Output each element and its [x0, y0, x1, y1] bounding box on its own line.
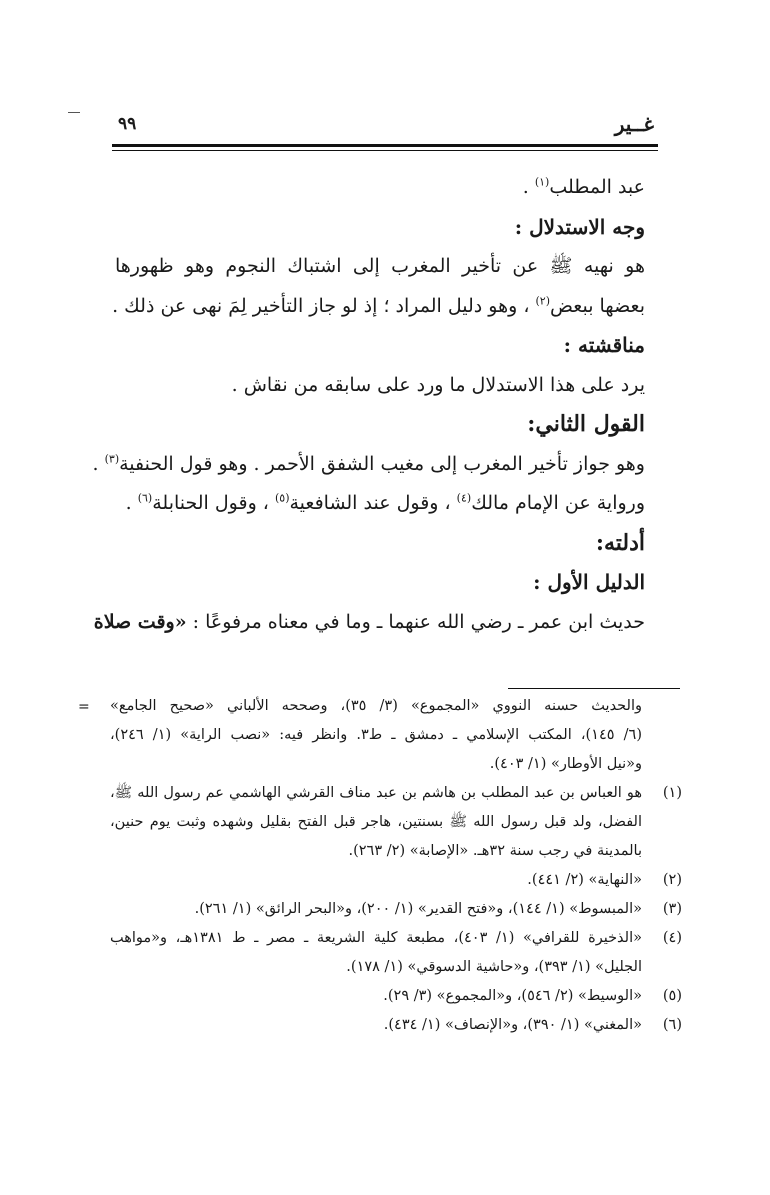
text-line-5: وهو جواز تأخير المغرب إلى مغيب الشفق الأحمر . وهو قول الحنفية$^{(٣)}$ . [92, 452, 645, 475]
footnote-line: بالمدينة في رجب سنة ٣٢هـ. «الإصابة» (٢/ ٢٦٣). [348, 843, 642, 859]
footnote-ref-3: (٣) [104, 452, 120, 466]
section-heading-first-evidence: الدليل الأول : [533, 570, 645, 594]
main-text [92, 168, 645, 642]
footnote-number: (٦) [662, 1017, 682, 1033]
text-line-3: بعضها ببعض$^{(٢)}$ ، وهو دليل المراد ؛ إذ لو جاز التأخير لِمَ نهى عن ذلك . [112, 294, 645, 317]
footnote-1 [110, 779, 682, 866]
footnote-number: (٤) [662, 930, 682, 946]
footnote-number: (٢) [662, 872, 682, 888]
footnotes [110, 692, 682, 1040]
footnote-3 [110, 895, 682, 924]
footnote-rule [508, 688, 680, 689]
footnote-line: والحديث حسنه النووي «المجموع» (٣/ ٣٥)، وصححه الألباني «صحيح الجامع» [110, 698, 642, 714]
text-line-2: هو نهيه ﷺ عن تأخير المغرب إلى اشتباك النجوم وهو ظهورها [115, 255, 645, 277]
footnote-line: و«نيل الأوطار» (١/ ٤٠٣). [489, 756, 642, 772]
footnote-continuation [110, 692, 682, 779]
footnote-ref-1: (١) [534, 175, 550, 189]
footnote-6 [110, 1011, 682, 1040]
continuation-mark: = [78, 699, 90, 715]
section-heading-evidences: أدلته: [595, 529, 645, 556]
footnote-line: «المبسوط» (١/ ١٤٤)، و«فتح القدير» (١/ ٢٠٠)، و«البحر الرائق» (١/ ٢٦١). [194, 901, 642, 917]
footnote-number: (٥) [662, 988, 682, 1004]
footnote-line: هو العباس بن عبد المطلب بن هاشم بن عبد مناف القرشي الهاشمي عم رسول الله ﷺ، [110, 785, 642, 801]
footnote-number: (٣) [662, 901, 682, 917]
text-line-6: ورواية عن الإمام مالك$^{(٤)}$ ، وقول عند الشافعية$^{(٥)}$ ، وقول الحنابلة$^{(٦)}$ . [125, 491, 645, 514]
footnote-line: «النهاية» (٢/ ٤٤١). [527, 872, 642, 888]
text-line-1: عبد المطلب$^{(١)}$ . [522, 175, 645, 198]
footnote-line: «الوسيط» (٢/ ٥٤٦)، و«المجموع» (٣/ ٢٩). [383, 988, 642, 1004]
footnote-5 [110, 982, 682, 1011]
footnote-line: «الذخيرة للقرافي» (١/ ٤٠٣)، مطبعة كلية الشريعة ـ مصر ـ ط ١٣٨١هـ، و«مواهب [110, 930, 642, 946]
footnote-line: (٦/ ١٤٥)، المكتب الإسلامي ـ دمشق ـ ط٣. وانظر فيه: «نصب الراية» (١/ ٢٤٦)، [110, 727, 642, 743]
page-number: ٩٩ [118, 114, 137, 134]
footnote-line: الفضل، ولد قبل رسول الله ﷺ بسنتين، هاجر قبل الفتح بقليل وشهده وثبت يوم حنين، [110, 814, 642, 830]
text-line-4: يرد على هذا الاستدلال ما ورد على سابقه من نقاش . [231, 373, 645, 396]
header-rule-thin [112, 150, 658, 151]
footnote-line: «المغني» (١/ ٣٩٠)، و«الإنصاف» (١/ ٤٣٤). [383, 1017, 642, 1033]
text-line-7: حديث ابن عمر ـ رضي الله عنهما ـ وما في معناه مرفوعًا : «وقت صلاة [93, 610, 645, 633]
footnote-ref-4: (٤) [456, 491, 472, 505]
section-heading-second-opinion: القول الثاني: [527, 411, 645, 437]
section-heading-evidence: وجه الاستدلال : [514, 214, 645, 239]
hadith-quote: «وقت صلاة [93, 610, 187, 633]
header-rule [112, 144, 658, 147]
footnote-2 [110, 866, 682, 895]
footnote-ref-2: (٢) [535, 294, 551, 308]
footnote-4 [110, 924, 682, 982]
running-title: غــير [614, 112, 654, 136]
section-heading-discussion: مناقشته : [563, 333, 645, 357]
footnote-line: الجليل» (١/ ٣٩٣)، و«حاشية الدسوقي» (١/ ١٧٨). [346, 959, 642, 975]
footnote-number: (١) [662, 785, 682, 801]
page-header [112, 114, 658, 136]
footnote-ref-5: (٥) [274, 491, 290, 505]
footnote-ref-6: (٦) [137, 491, 153, 505]
corner-mark [68, 112, 80, 113]
